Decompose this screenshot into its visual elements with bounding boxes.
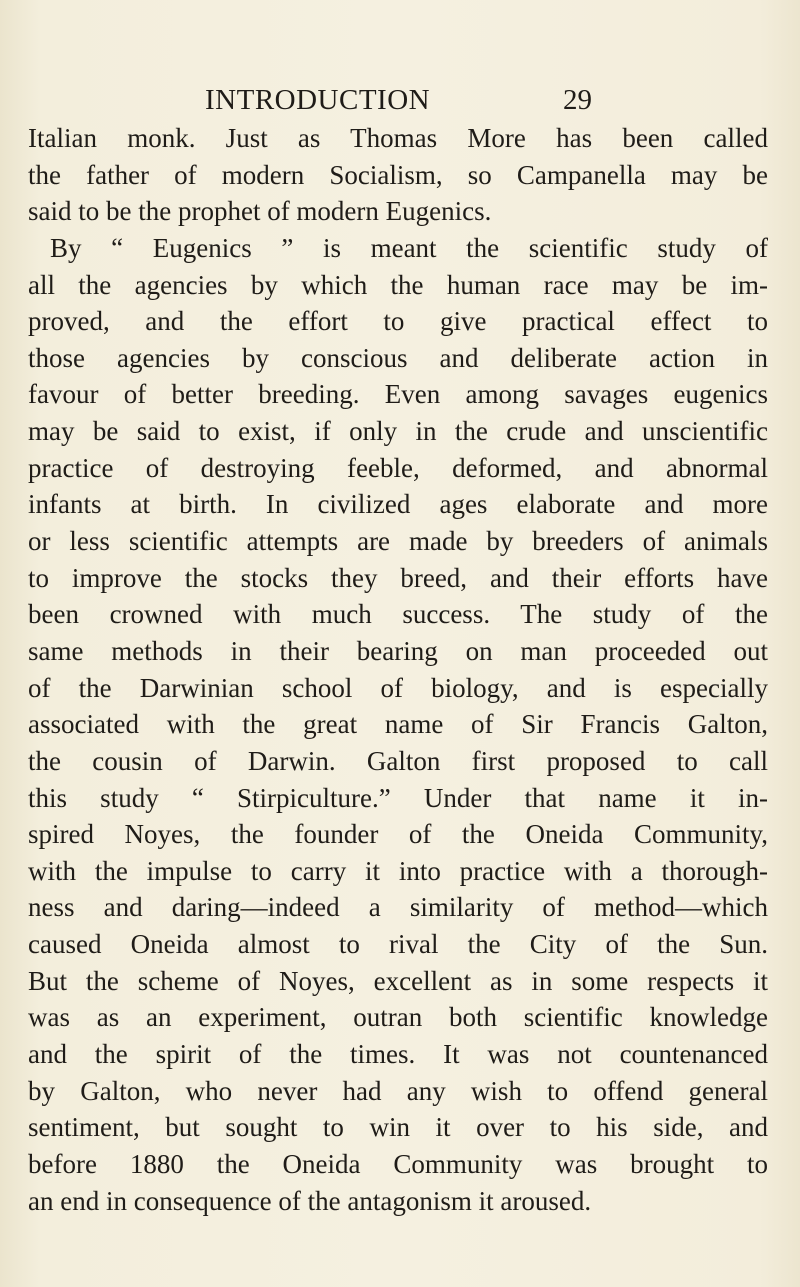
body-text [28,120,768,1219]
text-line: those agencies by conscious and deliberate action in [28,342,768,373]
text-line: Italian monk. Just as Thomas More has been called [28,123,768,153]
text-line: of the Darwinian school of biology, and is especially [28,672,768,703]
text-line: with the impulse to carry it into practice with a thorough- [28,855,768,886]
text-line: By “ Eugenics ” is meant the scientific study of [50,232,768,263]
text-line: by Galton, who never had any wish to offend general [28,1075,768,1106]
page-number: 29 [563,84,592,116]
text-line: But the scheme of Noyes, excellent as in some respects it [28,965,768,996]
text-line: been crowned with much success. The study of the [28,599,768,630]
text-line: all the agencies by which the human race may be im- [28,269,768,300]
text-line: the father of modern Socialism, so Campanella may be [28,159,768,190]
text-line: to improve the stocks they breed, and their efforts have [28,562,768,593]
text-line: practice of destroying feeble, deformed, and abnormal [28,452,768,483]
page-header [0,80,800,120]
text-line: infants at birth. In civilized ages elaborate and more [28,489,768,520]
text-line: or less scientific attempts are made by breeders of animals [28,526,768,557]
running-title: INTRODUCTION [205,84,431,116]
text-line: this study “ Stirpiculture.” Under that name it in- [28,782,768,813]
text-line: ness and daring—indeed a similarity of method—which [28,892,768,923]
text-line: spired Noyes, the founder of the Oneida Community, [28,819,768,850]
text-line: favour of better breeding. Even among savages eugenics [28,379,768,410]
text-line: sentiment, but sought to win it over to his side, and [28,1112,768,1143]
text-line: caused Oneida almost to rival the City of the Sun. [28,929,768,960]
text-line: an end in consequence of the antagonism it aroused. [28,1185,592,1216]
text-line: said to be the prophet of modern Eugenics. [28,196,492,227]
text-line: before 1880 the Oneida Community was brought to [28,1148,768,1179]
text-line: associated with the great name of Sir Francis Galton, [28,709,768,740]
text-line: proved, and the effort to give practical effect to [28,306,768,337]
text-line: the cousin of Darwin. Galton first proposed to call [28,745,768,776]
text-line: was as an experiment, outran both scientific knowledge [28,1002,768,1033]
text-line: same methods in their bearing on man proceeded out [28,635,768,666]
text-line: and the spirit of the times. It was not countenanced [28,1039,768,1070]
text-line: may be said to exist, if only in the crude and unscientific [28,416,768,447]
